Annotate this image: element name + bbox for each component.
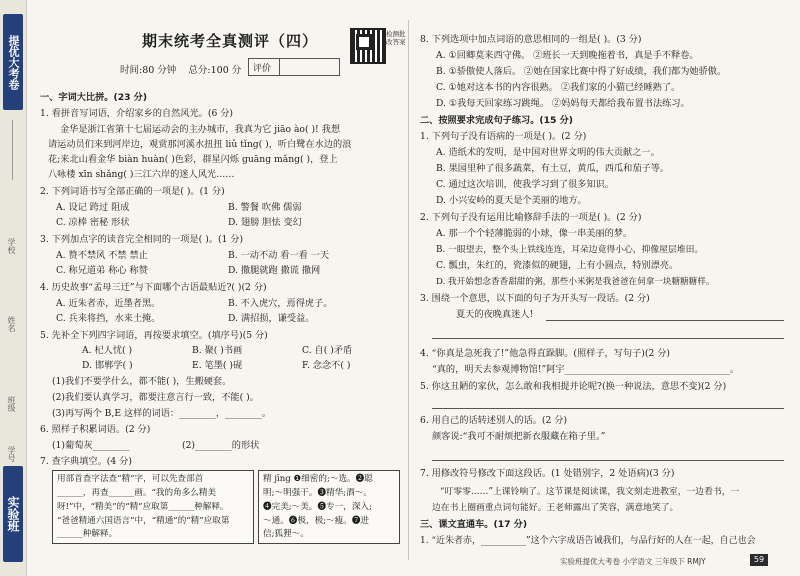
page-number: 59 — [750, 554, 768, 566]
footer-text: 实验班提优大考卷 小学语文 三年级下 RMJY — [560, 557, 706, 566]
dict-line: 用部首查字法查“精”字，可以先查部首 — [57, 474, 204, 484]
score-box[interactable] — [248, 58, 340, 76]
answer-line[interactable] — [432, 460, 784, 461]
question: 7. 用修改符号修改下面这段话。(1 处错别字，2 处语病)(3 分) — [420, 468, 675, 479]
question: 7. 查字典填空。(4 分) — [40, 456, 132, 467]
question: 1. 看拼音写词语，介绍家乡的自然风光。(6 分) — [40, 108, 233, 119]
dict-entry: 精 jīng ❶细密的;～选。❷聪 — [263, 474, 373, 484]
question-text: 夏天的夜晚真迷人! — [456, 309, 534, 320]
qr-code-icon[interactable] — [350, 28, 386, 64]
dictionary-entry-box — [258, 470, 400, 544]
brand-logo-bottom: 实验班 — [3, 466, 23, 562]
dict-line: ______，再查______画。“我的角多么精美 — [57, 488, 217, 498]
question: 3. 围绕一个意思，以下面的句子为开头写一段话。(2 分) — [420, 293, 650, 304]
question: 1. 下列句子没有语病的一项是( )。(2 分) — [420, 131, 587, 142]
option: A. 设记 跨过 阻成 — [56, 202, 130, 213]
side-label-name: 姓名 — [7, 316, 16, 332]
time-label: 时间:80 分钟 — [120, 65, 177, 76]
question-text: (1)我们不要学什么，都不能( )，生搬硬套。 — [52, 376, 232, 387]
option: D. 小兴安岭的夏天是个美丽的地方。 — [436, 195, 587, 206]
question-text: 花;来北山看金华 biàn huàn( )色彩，群星闪烁 guāng mǎng( )，登上 — [48, 154, 338, 165]
question: 1. “近朱者赤，__________”这个六字成语告诫我们，与品行好的人在一起，自己也会 — [420, 536, 756, 546]
question: 5. 你这丑陋的家伙，怎么敢和我相提并论呢?(换一种说法，意思不变)(2 分) — [420, 381, 727, 392]
option: F. 念念不( ) — [302, 360, 351, 371]
question-text: “真的，明天去参观博物馆!”阿宇____________________________________。 — [432, 364, 740, 375]
answer-line[interactable] — [432, 338, 784, 339]
option: D. 满招损，谦受益。 — [228, 313, 315, 324]
dict-line: “爸爸精通六国语言”中，“精通”的“精”应取第 — [57, 516, 230, 526]
option: A. ①回卿莫来西守佛。 ②班长一天到晚拖着书，真是手不释卷。 — [436, 50, 699, 61]
section-heading: 三、课文直通车。(17 分) — [420, 519, 528, 530]
option: A. 赞不禁风 不禁 禁止 — [56, 250, 148, 261]
question: 8. 下列选项中加点词语的意思相同的一组是( )。(3 分) — [420, 34, 642, 45]
option: D. 邯郸学( ) — [82, 360, 133, 371]
question: 6. 照样子积累词语。(2 分) — [40, 424, 151, 435]
option: C. 凉棒 密秘 形状 — [56, 217, 130, 228]
question: 4. “你真是急死我了!”他急得直跺脚。(照样子，写句子)(2 分) — [420, 348, 670, 359]
dict-entry: 信;狐狸～。 — [263, 529, 309, 539]
option: C. 瓢虫，朱红的，瓷漆似的硬翅，上有小圆点，特别漂亮。 — [436, 260, 679, 271]
option: D. ①我每天回家练习跳绳。 ②妈妈每天都给我布置书法练习。 — [436, 98, 690, 109]
dict-line: 呀!”中，“精美”的“精”应取第______种解释。 — [57, 502, 229, 512]
question: 2. 下列词语书写全部正确的一项是( )。(1 分) — [40, 186, 225, 197]
question: 3. 下列加点字的读音完全相同的一项是( )。(1 分) — [40, 234, 244, 245]
option: B. 警餐 吹佛 儒弱 — [228, 202, 302, 213]
option: D. 翅膀 胆怯 变幻 — [228, 217, 302, 228]
question-text: 边在书上圈画重点词句能好。王老师露出了笑容，满意地笑了。 — [432, 503, 679, 513]
column-divider — [408, 20, 409, 560]
question-text: (2)我们要认真学习，都要注意言行一致，不能( )。 — [52, 392, 259, 403]
question: 5. 先补全下列四字词语，再按要求填空。(填序号)(5 分) — [40, 330, 268, 341]
option: C. 兵来将挡，水来土掩。 — [56, 313, 161, 324]
option: B. ①骄傲使人落后。 ②她在国家比赛中得了好成绩，我们都为她骄傲。 — [436, 66, 727, 77]
option: B. 一眼望去，整个头上铁线连连，耳朵边竟得小心，抑像屋层堆田。 — [436, 245, 704, 255]
dictionary-question-box — [52, 470, 254, 544]
option: E. 笔墨( )砚 — [192, 360, 243, 371]
dict-entry: ❹完美;～美。❺专一，深入; — [263, 502, 372, 512]
question: 6. 用自己的话转述别人的话。(2 分) — [420, 415, 568, 426]
option: C. ①她对这本书的内容很熟。 ②我们家的小猫已经睡熟了。 — [436, 82, 681, 93]
option: B. 聚( )书画 — [192, 345, 243, 356]
option: B. 不入虎穴，焉得虎子。 — [228, 298, 333, 309]
option: C. 通过这次培训，使我学习到了很多知识。 — [436, 179, 614, 190]
option: C. 自( )矛盾 — [302, 345, 353, 356]
option: A. 造纸术的发明，是中国对世界文明的伟大贡献之一。 — [436, 147, 660, 158]
question-text: “叮零零……”上课铃响了。这节课是阅读课，我文刻走进教室，一边看书，一 — [440, 487, 740, 497]
exam-meta — [120, 62, 241, 76]
option: B. 果园里种了很多蔬菜，有土豆，黄瓜，西瓜和茄子等。 — [436, 163, 670, 174]
option: A. 杞人忧( ) — [82, 345, 133, 356]
brand-logo-top: 提优大考卷 — [3, 14, 23, 110]
question-text: 八咏楼 xīn shǎng( )三江六岸的迷人风光…… — [48, 169, 235, 180]
question: 4. 历史故事“孟母三迁”与下面哪个古语最贴近?( )(2 分) — [40, 282, 267, 293]
dict-entry: ～通。❻极，极;～瘦。❼进 — [263, 516, 370, 526]
qr-label: 检测批改答案 — [386, 30, 406, 46]
side-divider — [12, 120, 13, 180]
score-label: 评价 — [253, 64, 272, 74]
dict-line: ______种解释。 — [57, 529, 118, 539]
side-label-number: 学号 — [7, 446, 16, 462]
question-text: (2)________的形状 — [182, 440, 260, 451]
option: D. 我开始想念香香甜甜的粥，那些小米粥是我爸爸在伺拿一块糖糖糖样。 — [436, 277, 715, 287]
answer-line[interactable] — [432, 408, 784, 409]
binding-strip — [0, 0, 27, 576]
option: A. 那一个个轻薄脆弱的小球，像一串美丽的梦。 — [436, 228, 633, 239]
section-heading: 二、按照要求完成句子练习。(15 分) — [420, 115, 574, 126]
total-label: 总分:100 分 — [188, 65, 242, 76]
option: D. 撒腿就跑 撒谎 撒网 — [228, 265, 321, 276]
option: C. 称兄道弟 称心 称赞 — [56, 265, 148, 276]
side-label-class: 班级 — [7, 396, 16, 412]
answer-line[interactable] — [546, 320, 784, 321]
option: A. 近朱者赤，近墨者黑。 — [56, 298, 161, 309]
question-text: 颜客说:“我可不耐烦把新衣服藏在箱子里。” — [432, 431, 606, 442]
option: B. 一动不动 看一看 一天 — [228, 250, 330, 261]
question: 2. 下列句子没有运用比喻修辞手法的一项是( )。(2 分) — [420, 212, 642, 223]
question-text: 请运动员们来到河岸边，观赏那河溪水扭扭 liǔ tǐng( )，听白鹭在水边的浪 — [48, 139, 352, 150]
question-text: 金华是浙江省第十七届运动会的主办城市，我真为它 jiāo ào( )! 我想 — [60, 124, 341, 135]
question-text: (3)再写两个 B,E 这样的词语：________，________。 — [52, 408, 271, 419]
side-label-school: 学校 — [7, 238, 16, 254]
page-title: 期末统考全真测评（四） — [142, 32, 319, 50]
question-text: (1)葡萄灰________ — [52, 440, 130, 451]
section-heading: 一、字词大比拼。(23 分) — [40, 92, 148, 103]
dict-entry: 明;～明强干。❸精华;酒～。 — [263, 488, 372, 498]
